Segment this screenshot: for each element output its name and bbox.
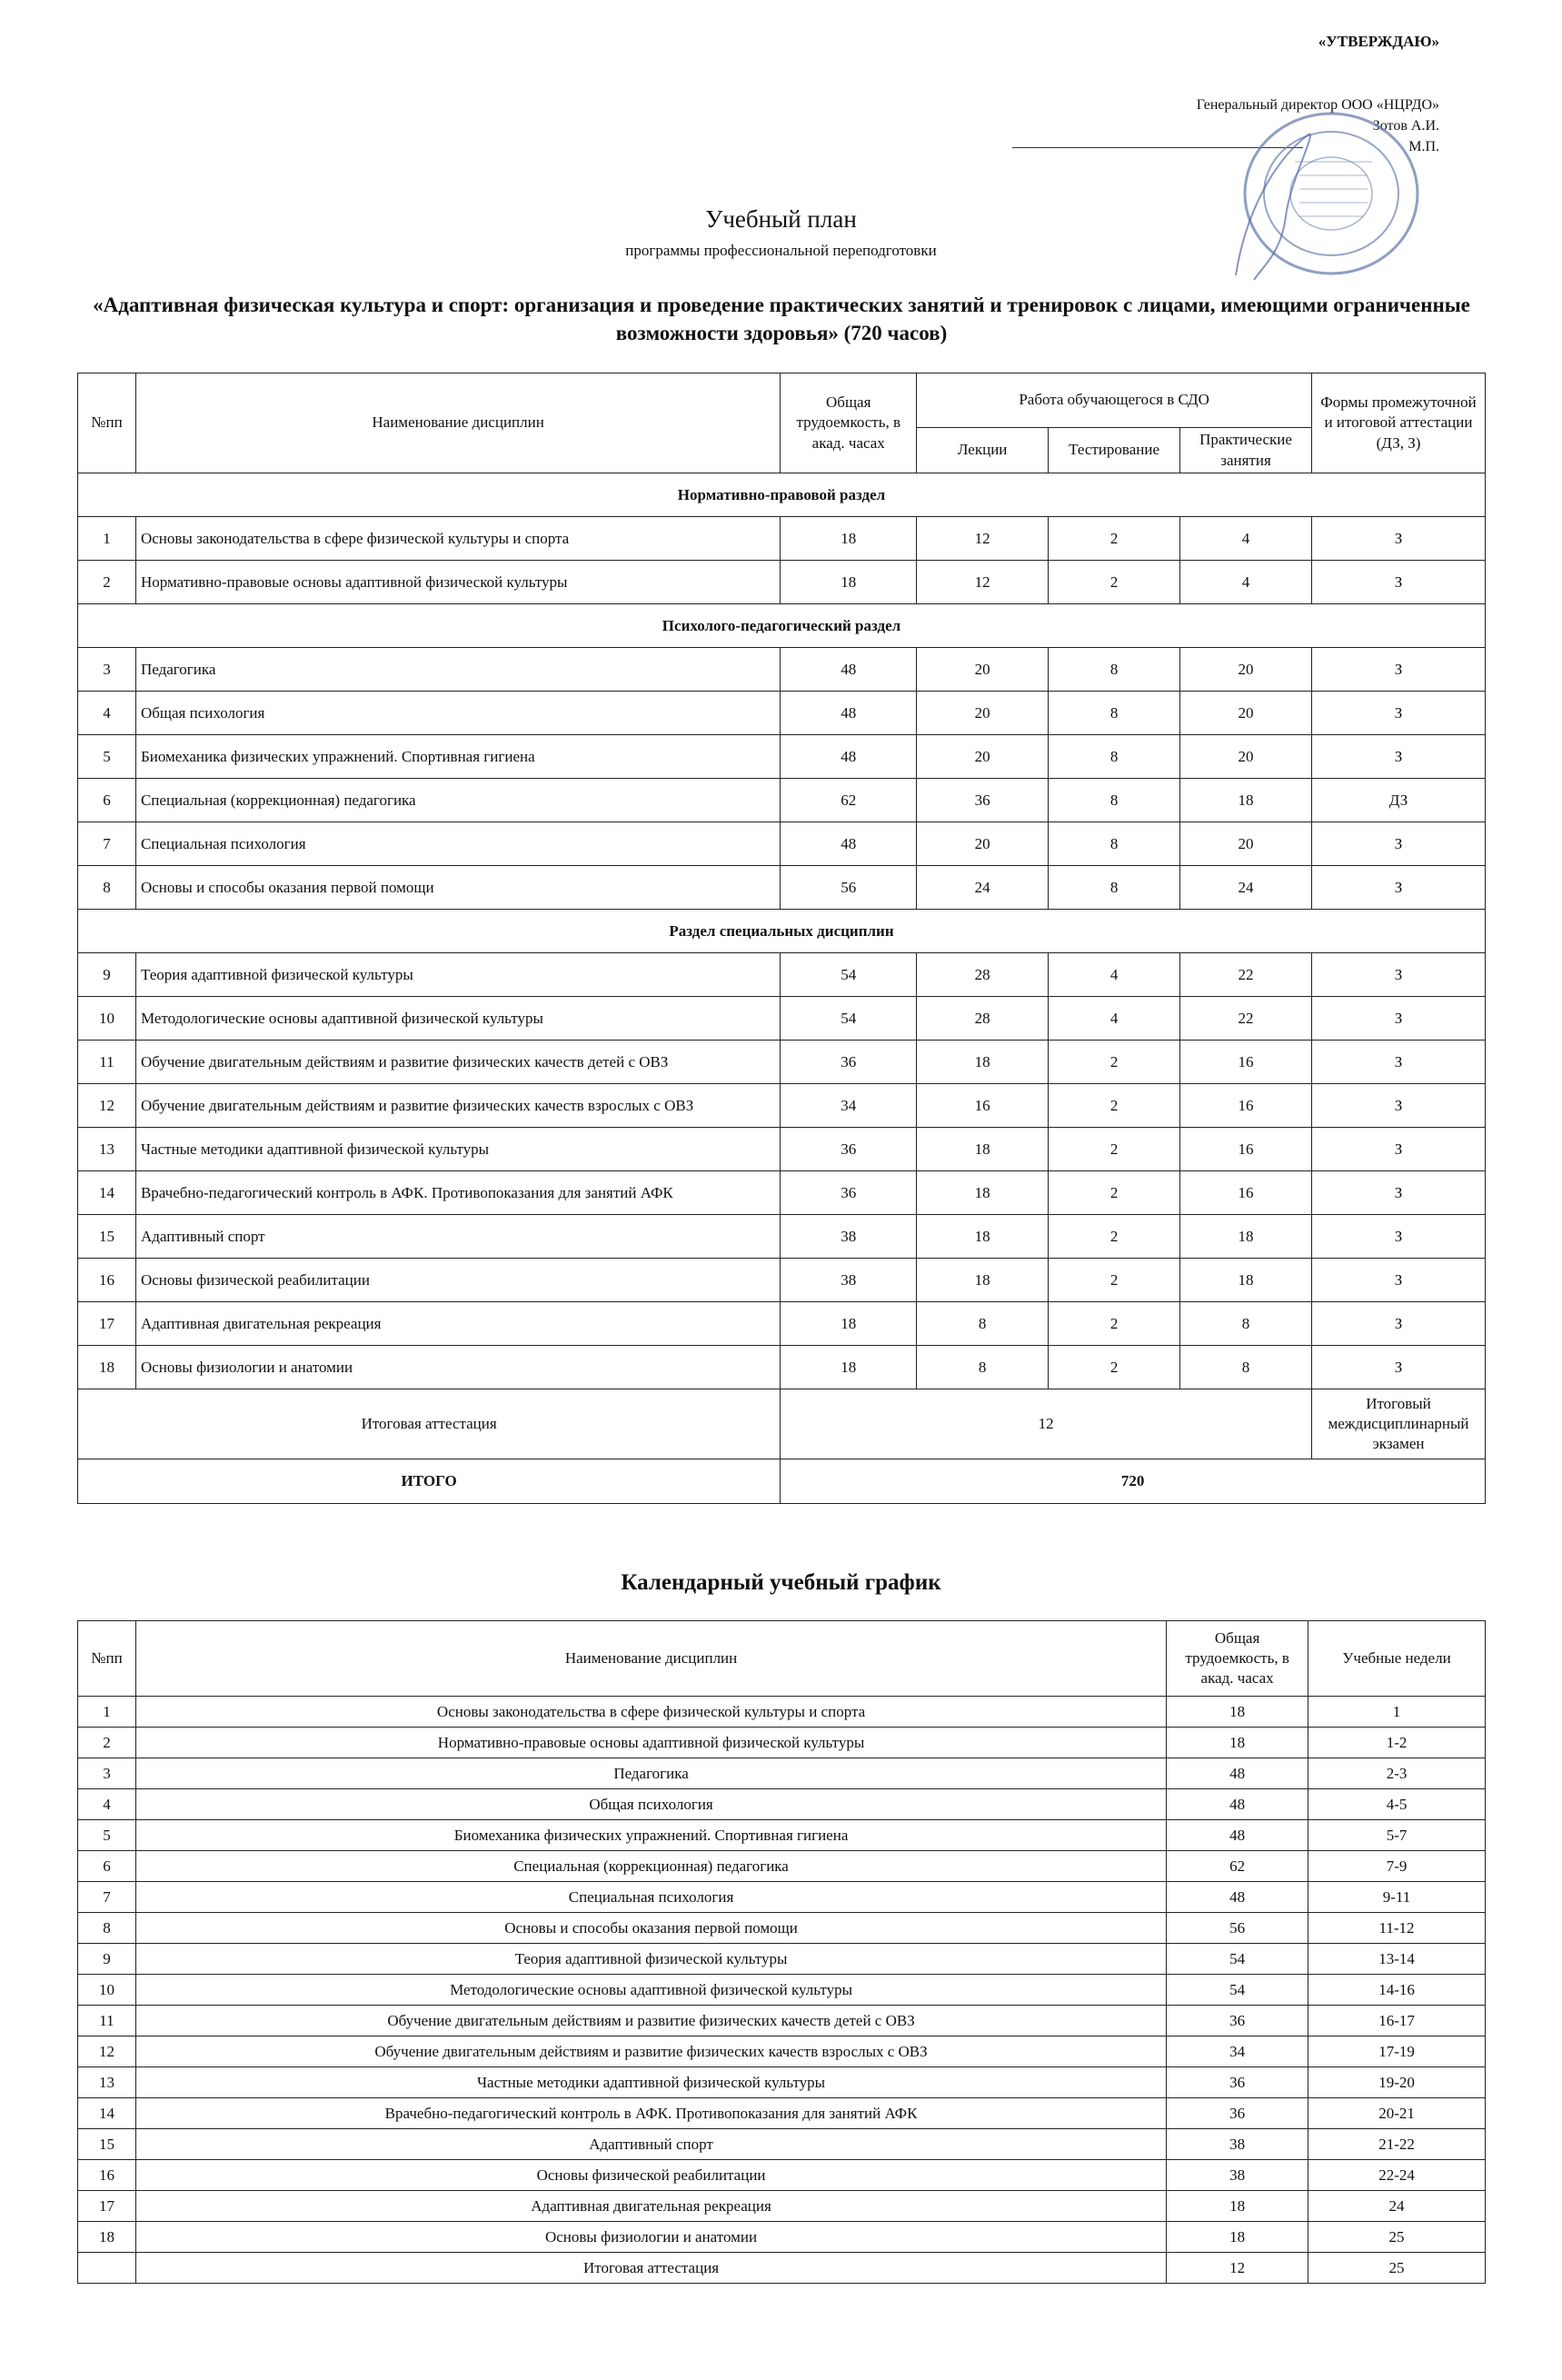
header-num: №пп <box>78 373 136 473</box>
row-testing: 2 <box>1049 1215 1180 1259</box>
row-num: 11 <box>78 1041 136 1084</box>
row-lectures: 28 <box>917 953 1049 997</box>
row-testing: 2 <box>1049 1084 1180 1128</box>
row-hours: 18 <box>781 517 917 561</box>
row-num: 9 <box>78 953 136 997</box>
schedule-discipline-name: Общая психология <box>135 1789 1166 1820</box>
row-hours: 34 <box>781 1084 917 1128</box>
row-testing: 2 <box>1049 561 1180 604</box>
row-hours: 54 <box>781 997 917 1041</box>
row-num: 16 <box>78 1259 136 1302</box>
header-hours: Общая трудоемкость, в акад. часах <box>781 373 917 473</box>
row-hours: 62 <box>781 779 917 822</box>
row-hours: 18 <box>781 1302 917 1346</box>
section-row <box>78 604 1486 648</box>
row-discipline-name: Адаптивная двигательная рекреация <box>135 1302 780 1346</box>
schedule-num: 2 <box>78 1728 136 1758</box>
row-form: З <box>1312 692 1486 735</box>
row-hours: 18 <box>781 1346 917 1389</box>
row-discipline-name: Биомеханика физических упражнений. Спортивная гигиена <box>135 735 780 779</box>
row-lectures: 18 <box>917 1041 1049 1084</box>
schedule-header-weeks: Учебные недели <box>1308 1621 1486 1697</box>
schedule-row <box>78 2036 1486 2067</box>
schedule-weeks: 11-12 <box>1308 1913 1486 1944</box>
schedule-row <box>78 2222 1486 2253</box>
row-testing: 4 <box>1049 997 1180 1041</box>
table-row <box>78 997 1486 1041</box>
seal-icon <box>1209 107 1436 289</box>
schedule-discipline-name: Итоговая аттестация <box>135 2253 1166 2284</box>
schedule-hours: 54 <box>1167 1944 1308 1975</box>
row-form: З <box>1312 997 1486 1041</box>
schedule-num: 15 <box>78 2129 136 2160</box>
row-discipline-name: Частные методики адаптивной физической культуры <box>135 1128 780 1171</box>
row-form: З <box>1312 953 1486 997</box>
row-num: 6 <box>78 779 136 822</box>
row-discipline-name: Основы физиологии и анатомии <box>135 1346 780 1389</box>
row-form: З <box>1312 1084 1486 1128</box>
schedule-row <box>78 1697 1486 1728</box>
stamp-label: М.П. <box>1408 139 1439 155</box>
row-lectures: 28 <box>917 997 1049 1041</box>
schedule-discipline-name: Врачебно-педагогический контроль в АФК. Противопоказания для занятий АФК <box>135 2098 1166 2129</box>
row-discipline-name: Основы законодательства в сфере физической культуры и спорта <box>135 517 780 561</box>
schedule-num: 9 <box>78 1944 136 1975</box>
schedule-weeks: 9-11 <box>1308 1882 1486 1913</box>
schedule-num: 17 <box>78 2191 136 2222</box>
row-discipline-name: Основы физической реабилитации <box>135 1259 780 1302</box>
schedule-header-num: №пп <box>78 1621 136 1697</box>
schedule-hours: 62 <box>1167 1851 1308 1882</box>
schedule-weeks: 22-24 <box>1308 2160 1486 2191</box>
row-testing: 2 <box>1049 517 1180 561</box>
row-testing: 2 <box>1049 1171 1180 1215</box>
final-label: Итоговая аттестация <box>78 1389 781 1459</box>
schedule-table <box>77 1620 1486 2284</box>
row-practice: 20 <box>1180 822 1312 866</box>
schedule-header-name: Наименование дисциплин <box>135 1621 1166 1697</box>
row-form: З <box>1312 1346 1486 1389</box>
schedule-title: Календарный учебный график <box>621 1570 941 1595</box>
schedule-weeks: 25 <box>1308 2253 1486 2284</box>
row-discipline-name: Обучение двигательным действиям и развитие физических качеств взрослых с ОВЗ <box>135 1084 780 1128</box>
row-hours: 48 <box>781 822 917 866</box>
page-subtitle: программы профессиональной переподготовки <box>625 242 937 259</box>
schedule-row <box>78 2006 1486 2036</box>
schedule-row <box>78 1789 1486 1820</box>
row-practice: 4 <box>1180 561 1312 604</box>
row-hours: 38 <box>781 1259 917 1302</box>
row-num: 15 <box>78 1215 136 1259</box>
schedule-hours: 48 <box>1167 1820 1308 1851</box>
curriculum-table <box>77 373 1486 1504</box>
schedule-num: 5 <box>78 1820 136 1851</box>
table-row <box>78 692 1486 735</box>
row-practice: 18 <box>1180 779 1312 822</box>
schedule-discipline-name: Педагогика <box>135 1758 1166 1789</box>
row-num: 10 <box>78 997 136 1041</box>
row-lectures: 8 <box>917 1302 1049 1346</box>
row-hours: 48 <box>781 692 917 735</box>
final-attestation-row <box>78 1389 1486 1459</box>
schedule-discipline-name: Биомеханика физических упражнений. Спортивная гигиена <box>135 1820 1166 1851</box>
row-lectures: 36 <box>917 779 1049 822</box>
row-form: З <box>1312 822 1486 866</box>
schedule-discipline-name: Адаптивный спорт <box>135 2129 1166 2160</box>
table-row <box>78 1259 1486 1302</box>
final-hours: 12 <box>781 1389 1312 1459</box>
schedule-row <box>78 1728 1486 1758</box>
schedule-hours: 38 <box>1167 2129 1308 2160</box>
row-lectures: 20 <box>917 822 1049 866</box>
schedule-hours: 18 <box>1167 1728 1308 1758</box>
row-form: З <box>1312 1259 1486 1302</box>
row-hours: 36 <box>781 1041 917 1084</box>
schedule-num: 11 <box>78 2006 136 2036</box>
total-hours: 720 <box>781 1459 1486 1504</box>
row-practice: 18 <box>1180 1215 1312 1259</box>
schedule-discipline-name: Нормативно-правовые основы адаптивной физической культуры <box>135 1728 1166 1758</box>
schedule-weeks: 20-21 <box>1308 2098 1486 2129</box>
row-hours: 54 <box>781 953 917 997</box>
schedule-weeks: 24 <box>1308 2191 1486 2222</box>
schedule-discipline-name: Адаптивная двигательная рекреация <box>135 2191 1166 2222</box>
row-hours: 36 <box>781 1171 917 1215</box>
schedule-hours: 12 <box>1167 2253 1308 2284</box>
schedule-hours: 54 <box>1167 1975 1308 2006</box>
row-form: З <box>1312 561 1486 604</box>
table-row <box>78 735 1486 779</box>
row-form: З <box>1312 1041 1486 1084</box>
row-num: 18 <box>78 1346 136 1389</box>
row-testing: 2 <box>1049 1041 1180 1084</box>
row-lectures: 20 <box>917 692 1049 735</box>
schedule-hours: 56 <box>1167 1913 1308 1944</box>
table-row <box>78 561 1486 604</box>
section-title: Психолого-педагогический раздел <box>78 604 1486 648</box>
row-testing: 8 <box>1049 779 1180 822</box>
row-practice: 18 <box>1180 1259 1312 1302</box>
row-form: З <box>1312 1302 1486 1346</box>
schedule-row <box>78 1851 1486 1882</box>
row-practice: 8 <box>1180 1302 1312 1346</box>
table-row <box>78 953 1486 997</box>
schedule-discipline-name: Основы и способы оказания первой помощи <box>135 1913 1166 1944</box>
table-row <box>78 1302 1486 1346</box>
row-discipline-name: Специальная психология <box>135 822 780 866</box>
row-num: 2 <box>78 561 136 604</box>
row-practice: 20 <box>1180 692 1312 735</box>
schedule-discipline-name: Частные методики адаптивной физической культуры <box>135 2067 1166 2098</box>
schedule-row <box>78 1975 1486 2006</box>
row-discipline-name: Специальная (коррекционная) педагогика <box>135 779 780 822</box>
table-row <box>78 1171 1486 1215</box>
row-hours: 48 <box>781 735 917 779</box>
schedule-row <box>78 2253 1486 2284</box>
approve-stamp: «УТВЕРЖДАЮ» <box>1318 33 1439 50</box>
schedule-row <box>78 2129 1486 2160</box>
row-num: 14 <box>78 1171 136 1215</box>
row-discipline-name: Педагогика <box>135 648 780 692</box>
final-form: Итоговый междисциплинарный экзамен <box>1312 1389 1486 1459</box>
row-num: 5 <box>78 735 136 779</box>
schedule-num: 10 <box>78 1975 136 2006</box>
header-lectures: Лекции <box>917 428 1049 473</box>
table-row <box>78 866 1486 910</box>
row-discipline-name: Общая психология <box>135 692 780 735</box>
row-testing: 2 <box>1049 1346 1180 1389</box>
schedule-row <box>78 1913 1486 1944</box>
row-testing: 2 <box>1049 1259 1180 1302</box>
row-practice: 22 <box>1180 997 1312 1041</box>
row-discipline-name: Адаптивный спорт <box>135 1215 780 1259</box>
schedule-hours: 18 <box>1167 2191 1308 2222</box>
row-form: З <box>1312 1128 1486 1171</box>
schedule-discipline-name: Специальная (коррекционная) педагогика <box>135 1851 1166 1882</box>
row-lectures: 8 <box>917 1346 1049 1389</box>
schedule-weeks: 1-2 <box>1308 1728 1486 1758</box>
schedule-num: 18 <box>78 2222 136 2253</box>
schedule-weeks: 2-3 <box>1308 1758 1486 1789</box>
row-form: ДЗ <box>1312 779 1486 822</box>
schedule-discipline-name: Основы физической реабилитации <box>135 2160 1166 2191</box>
schedule-row <box>78 2098 1486 2129</box>
section-row <box>78 473 1486 517</box>
schedule-num: 1 <box>78 1697 136 1728</box>
schedule-num: 6 <box>78 1851 136 1882</box>
schedule-hours: 18 <box>1167 1697 1308 1728</box>
row-discipline-name: Теория адаптивной физической культуры <box>135 953 780 997</box>
program-name: «Адаптивная физическая культура и спорт: организация и проведение практических занятий и тренировок с лицами, имеющими ограниченные возможности здоровья» (720 часов) <box>93 294 1470 345</box>
table-row <box>78 1346 1486 1389</box>
row-hours: 56 <box>781 866 917 910</box>
row-form: З <box>1312 1215 1486 1259</box>
row-testing: 2 <box>1049 1302 1180 1346</box>
schedule-weeks: 19-20 <box>1308 2067 1486 2098</box>
row-num: 13 <box>78 1128 136 1171</box>
row-discipline-name: Нормативно-правовые основы адаптивной физической культуры <box>135 561 780 604</box>
schedule-num: 12 <box>78 2036 136 2067</box>
schedule-num: 7 <box>78 1882 136 1913</box>
section-title: Нормативно-правовой раздел <box>78 473 1486 517</box>
row-practice: 22 <box>1180 953 1312 997</box>
row-form: З <box>1312 735 1486 779</box>
row-lectures: 12 <box>917 517 1049 561</box>
table-row <box>78 1128 1486 1171</box>
row-lectures: 18 <box>917 1128 1049 1171</box>
schedule-row <box>78 1944 1486 1975</box>
row-lectures: 12 <box>917 561 1049 604</box>
schedule-hours: 38 <box>1167 2160 1308 2191</box>
row-testing: 2 <box>1049 1128 1180 1171</box>
schedule-num <box>78 2253 136 2284</box>
row-discipline-name: Обучение двигательным действиям и развитие физических качеств детей с ОВЗ <box>135 1041 780 1084</box>
row-lectures: 18 <box>917 1171 1049 1215</box>
header-name: Наименование дисциплин <box>135 373 780 473</box>
row-hours: 48 <box>781 648 917 692</box>
row-lectures: 20 <box>917 735 1049 779</box>
table-row <box>78 822 1486 866</box>
schedule-weeks: 17-19 <box>1308 2036 1486 2067</box>
director-name: Зотов А.И. <box>1372 118 1439 134</box>
row-testing: 8 <box>1049 866 1180 910</box>
header-work: Работа обучающегося в СДО <box>917 373 1312 428</box>
table-row <box>78 779 1486 822</box>
row-lectures: 20 <box>917 648 1049 692</box>
schedule-discipline-name: Методологические основы адаптивной физической культуры <box>135 1975 1166 2006</box>
schedule-row <box>78 1882 1486 1913</box>
schedule-row <box>78 1758 1486 1789</box>
row-num: 17 <box>78 1302 136 1346</box>
schedule-weeks: 4-5 <box>1308 1789 1486 1820</box>
total-row <box>78 1459 1486 1504</box>
row-discipline-name: Методологические основы адаптивной физической культуры <box>135 997 780 1041</box>
schedule-hours: 48 <box>1167 1758 1308 1789</box>
schedule-weeks: 13-14 <box>1308 1944 1486 1975</box>
row-lectures: 16 <box>917 1084 1049 1128</box>
row-num: 4 <box>78 692 136 735</box>
row-practice: 16 <box>1180 1041 1312 1084</box>
schedule-num: 16 <box>78 2160 136 2191</box>
row-num: 12 <box>78 1084 136 1128</box>
schedule-weeks: 7-9 <box>1308 1851 1486 1882</box>
schedule-discipline-name: Обучение двигательным действиям и развитие физических качеств взрослых с ОВЗ <box>135 2036 1166 2067</box>
schedule-discipline-name: Основы физиологии и анатомии <box>135 2222 1166 2253</box>
row-testing: 8 <box>1049 692 1180 735</box>
schedule-header-hours: Общая трудоемкость, в акад. часах <box>1167 1621 1308 1697</box>
row-num: 1 <box>78 517 136 561</box>
header-forms: Формы промежуточной и итоговой аттестации (ДЗ, З) <box>1312 373 1486 473</box>
row-practice: 8 <box>1180 1346 1312 1389</box>
schedule-weeks: 21-22 <box>1308 2129 1486 2160</box>
row-practice: 20 <box>1180 735 1312 779</box>
schedule-hours: 48 <box>1167 1882 1308 1913</box>
schedule-hours: 36 <box>1167 2067 1308 2098</box>
table-row <box>78 1084 1486 1128</box>
director-position: Генеральный директор ООО «НЦРДО» <box>1196 97 1439 113</box>
row-num: 3 <box>78 648 136 692</box>
table-row <box>78 1041 1486 1084</box>
schedule-discipline-name: Основы законодательства в сфере физической культуры и спорта <box>135 1697 1166 1728</box>
schedule-row <box>78 2191 1486 2222</box>
row-practice: 4 <box>1180 517 1312 561</box>
table-row <box>78 648 1486 692</box>
row-lectures: 18 <box>917 1215 1049 1259</box>
schedule-hours: 36 <box>1167 2098 1308 2129</box>
schedule-num: 4 <box>78 1789 136 1820</box>
schedule-discipline-name: Специальная психология <box>135 1882 1166 1913</box>
schedule-hours: 36 <box>1167 2006 1308 2036</box>
row-lectures: 24 <box>917 866 1049 910</box>
row-testing: 8 <box>1049 735 1180 779</box>
schedule-num: 14 <box>78 2098 136 2129</box>
curriculum-body <box>78 473 1486 1504</box>
row-discipline-name: Врачебно-педагогический контроль в АФК. Противопоказания для занятий АФК <box>135 1171 780 1215</box>
row-form: З <box>1312 517 1486 561</box>
schedule-num: 8 <box>78 1913 136 1944</box>
schedule-discipline-name: Обучение двигательным действиям и развитие физических качеств детей с ОВЗ <box>135 2006 1166 2036</box>
row-form: З <box>1312 648 1486 692</box>
schedule-weeks: 5-7 <box>1308 1820 1486 1851</box>
row-num: 7 <box>78 822 136 866</box>
schedule-hours: 48 <box>1167 1789 1308 1820</box>
section-title: Раздел специальных дисциплин <box>78 910 1486 953</box>
row-form: З <box>1312 866 1486 910</box>
row-testing: 8 <box>1049 648 1180 692</box>
row-lectures: 18 <box>917 1259 1049 1302</box>
schedule-hours: 18 <box>1167 2222 1308 2253</box>
schedule-weeks: 1 <box>1308 1697 1486 1728</box>
schedule-row <box>78 2160 1486 2191</box>
row-num: 8 <box>78 866 136 910</box>
schedule-weeks: 16-17 <box>1308 2006 1486 2036</box>
header-testing: Тестирование <box>1049 428 1180 473</box>
row-discipline-name: Основы и способы оказания первой помощи <box>135 866 780 910</box>
row-practice: 24 <box>1180 866 1312 910</box>
row-hours: 38 <box>781 1215 917 1259</box>
section-row <box>78 910 1486 953</box>
total-label: ИТОГО <box>78 1459 781 1504</box>
row-practice: 16 <box>1180 1084 1312 1128</box>
schedule-weeks: 14-16 <box>1308 1975 1486 2006</box>
row-practice: 16 <box>1180 1128 1312 1171</box>
row-practice: 16 <box>1180 1171 1312 1215</box>
header-practice: Практические занятия <box>1180 428 1312 473</box>
row-testing: 4 <box>1049 953 1180 997</box>
schedule-body <box>78 1697 1486 2284</box>
schedule-discipline-name: Теория адаптивной физической культуры <box>135 1944 1166 1975</box>
table-row <box>78 517 1486 561</box>
page-title: Учебный план <box>705 205 857 233</box>
schedule-num: 3 <box>78 1758 136 1789</box>
row-hours: 36 <box>781 1128 917 1171</box>
table-row <box>78 1215 1486 1259</box>
row-testing: 8 <box>1049 822 1180 866</box>
row-form: З <box>1312 1171 1486 1215</box>
schedule-hours: 34 <box>1167 2036 1308 2067</box>
schedule-row <box>78 1820 1486 1851</box>
schedule-row <box>78 2067 1486 2098</box>
schedule-num: 13 <box>78 2067 136 2098</box>
schedule-weeks: 25 <box>1308 2222 1486 2253</box>
row-hours: 18 <box>781 561 917 604</box>
row-practice: 20 <box>1180 648 1312 692</box>
